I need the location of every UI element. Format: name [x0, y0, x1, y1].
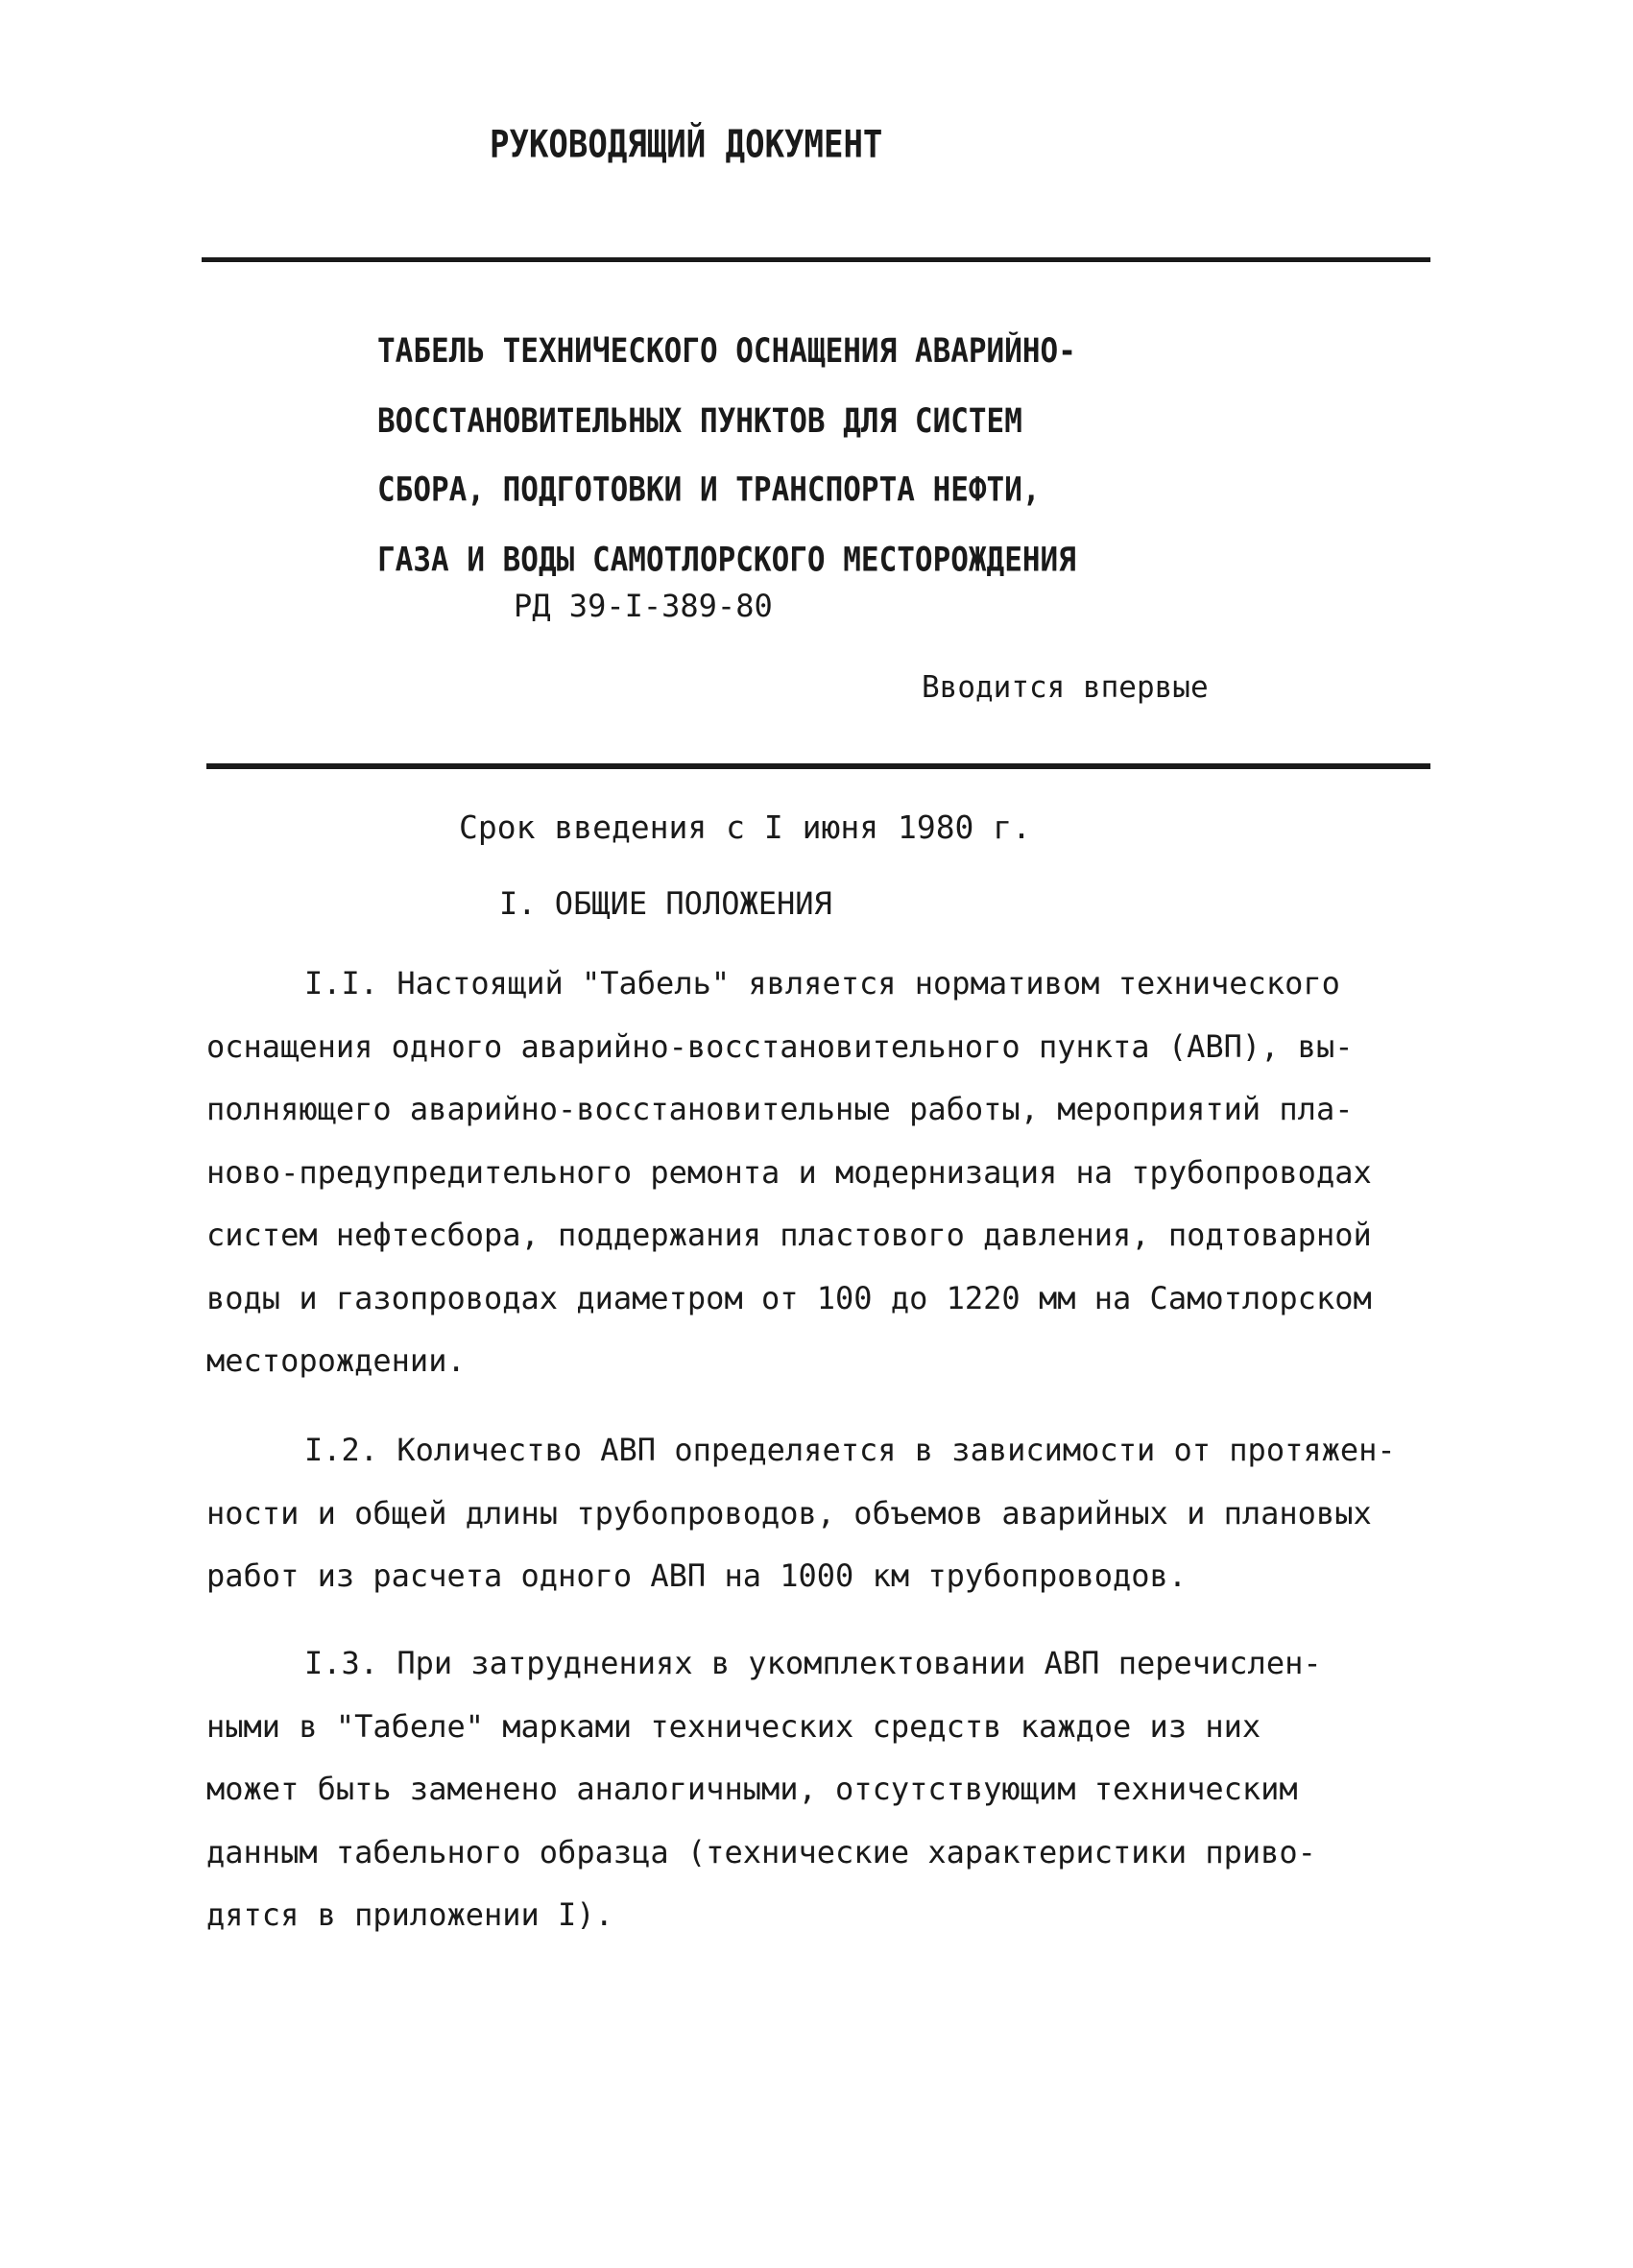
- paragraph-line: ности и общей длины трубопроводов, объемов аварийных и плановых: [206, 1494, 1372, 1532]
- paragraph-line: месторождении.: [206, 1342, 466, 1379]
- title-line: ГАЗА И ВОДЫ САМОТЛОРСКОГО МЕСТОРОЖДЕНИЯ: [377, 540, 1076, 579]
- document-code: РД 39-I-389-80: [514, 588, 773, 624]
- effective-date: Срок введения с I июня 1980 г.: [459, 808, 1032, 846]
- paragraph-line: полняющего аварийно-восстановительные работы, мероприятий пла-: [206, 1091, 1354, 1127]
- paragraph-line: I.3. При затруднениях в укомплектовании АВП перечислен-: [304, 1645, 1322, 1681]
- paragraph-1-1: [206, 953, 1440, 1393]
- paragraph-line: работ из расчета одного АВП на 1000 км трубопроводов.: [206, 1557, 1188, 1594]
- paragraph-line: I.I. Настоящий "Табель" является нормативом технического: [304, 965, 1340, 1001]
- title-line: ВОССТАНОВИТЕЛЬНЫХ ПУНКТОВ ДЛЯ СИСТЕМ: [377, 400, 1022, 441]
- bottom-divider: [206, 763, 1430, 769]
- paragraph-line: ными в "Табеле" марками технических средств каждое из них: [206, 1707, 1261, 1745]
- title-line: СБОРА, ПОДГОТОВКИ И ТРАНСПОРТА НЕФТИ,: [377, 470, 1041, 510]
- title-line: ТАБЕЛЬ ТЕХНИЧЕСКОГО ОСНАЩЕНИЯ АВАРИЙНО-: [377, 331, 1076, 371]
- paragraph-line: воды и газопроводах диаметром от 100 до 1220 мм на Самотлорском: [206, 1279, 1372, 1316]
- document-title: [377, 317, 1076, 594]
- paragraph-line: I.2. Количество АВП определяется в зависимости от протяжен-: [304, 1432, 1396, 1468]
- paragraph-line: дятся в приложении I).: [206, 1896, 613, 1933]
- paragraph-line: может быть заменено аналогичными, отсутствующим техническим: [206, 1771, 1298, 1807]
- paragraph-line: оснащения одного аварийно-восстановительного пункта (АВП), вы-: [206, 1027, 1354, 1065]
- paragraph-line: систем нефтесбора, поддержания пластового давления, подтоварной: [206, 1217, 1372, 1253]
- top-divider: [202, 257, 1430, 262]
- paragraph-line: ново-предупредительного ремонта и модернизация на трубопроводах: [206, 1153, 1372, 1191]
- section-heading: I. ОБЩИЕ ПОЛОЖЕНИЯ: [499, 885, 832, 922]
- paragraph-line: данным табельного образца (технические характеристики приво-: [206, 1833, 1316, 1870]
- paragraph-1-3: [206, 1632, 1440, 1947]
- document-kind-heading: РУКОВОДЯЩИЙ ДОКУМЕНТ: [490, 123, 883, 167]
- first-introduction-note: Вводится впервые: [922, 670, 1209, 705]
- paragraph-1-2: [206, 1419, 1440, 1608]
